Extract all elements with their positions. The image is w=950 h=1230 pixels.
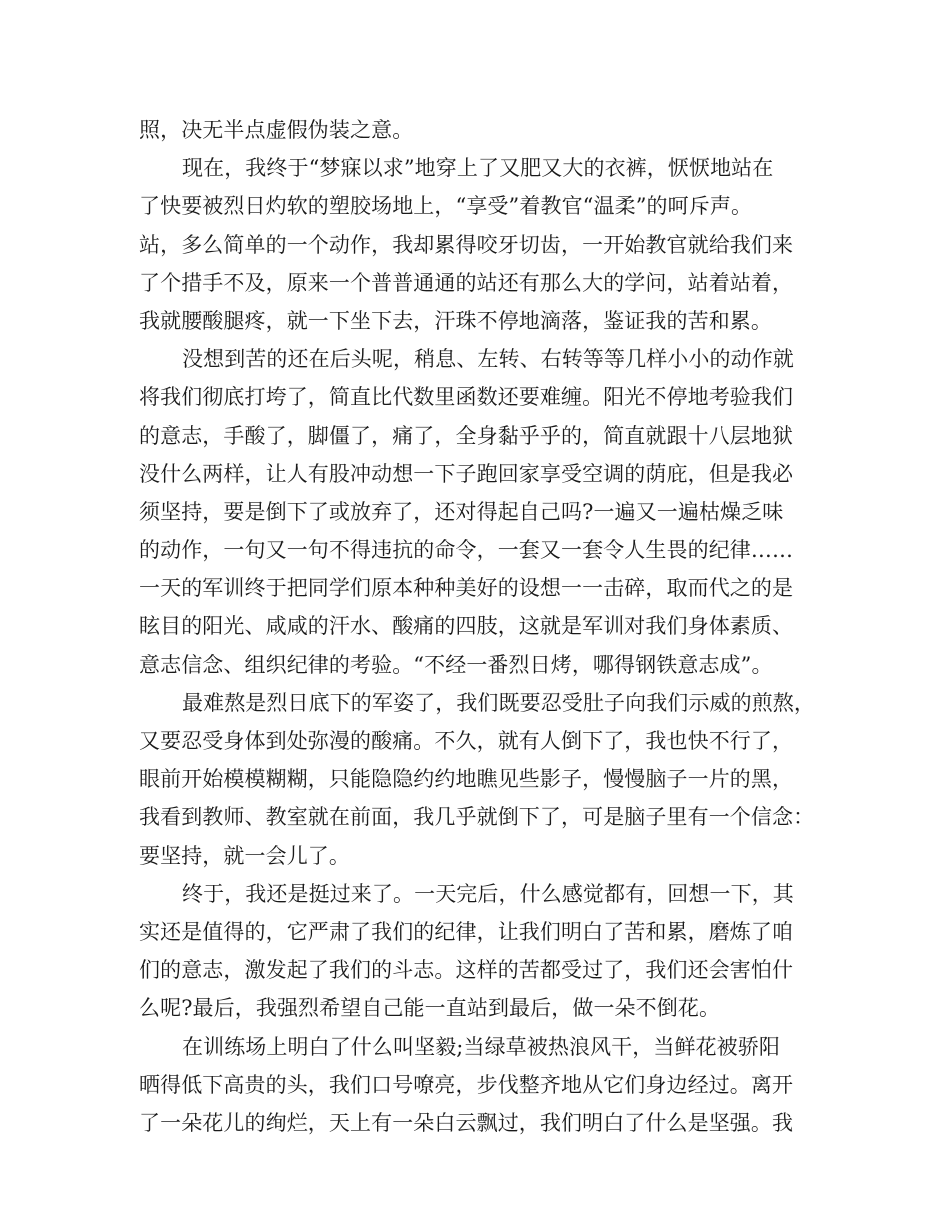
paragraph-first-line: 在训练场上明白了什么叫坚毅;当绿草被热浪风干，当鲜花被骄阳: [182, 1034, 780, 1059]
text-line: 眩目的阳光、咸咸的汗水、酸痛的四肢，这就是军训对我们身体素质、: [139, 614, 794, 639]
text-line: 没什么两样，让人有股冲动想一下子跑回家享受空调的荫庇，但是我必: [139, 461, 794, 486]
text-line: 们的意志，激发起了我们的斗志。这样的苦都受过了，我们还会害怕什: [139, 958, 794, 983]
text-line: 了个措手不及，原来一个普普通通的站还有那么大的学问，站着站着，: [139, 270, 794, 295]
text-line: 须坚持，要是倒下了或放弃了，还对得起自己吗?一遍又一遍枯燥乏味: [139, 499, 784, 524]
paragraph-first-line: 最难熬是烈日底下的军姿了，我们既要忍受肚子向我们示威的煎熬，: [182, 690, 815, 715]
paragraph-first-line: 终于，我还是挺过来了。一天完后，什么感觉都有，回想一下，其: [182, 881, 794, 906]
text-line: 眼前开始模模糊糊，只能隐隐约约地瞧见些影子，慢慢脑子一片的黑，: [139, 767, 794, 792]
text-line: 将我们彻底打垮了，简直比代数里函数还要难缠。阳光不停地考验我们: [139, 385, 794, 410]
text-line: 了一朵花儿的绚烂，天上有一朵白云飘过，我们明白了什么是坚强。我: [139, 1110, 794, 1135]
text-line: 意志信念、组织纪律的考验。“不经一番烈日烤，哪得钢铁意志成”。: [139, 652, 773, 677]
paragraph-first-line: 没想到苦的还在后头呢，稍息、左转、右转等等几样小小的动作就: [182, 347, 794, 372]
body-text: [139, 111, 819, 1142]
text-line: 我就腰酸腿疼，就一下坐下去，汗珠不停地滴落，鉴证我的苦和累。: [139, 308, 772, 333]
text-line: 的动作，一句又一句不得违抗的命令，一套又一套令人生畏的纪律……: [139, 538, 794, 563]
text-line: 了快要被烈日灼软的塑胶场地上，“享受”着教官“温柔”的呵斥声。: [139, 194, 753, 219]
text-line: 么呢?最后，我强烈希望自己能一直站到最后，做一朵不倒花。: [139, 996, 721, 1021]
text-line: 站，多么简单的一个动作，我却累得咬牙切齿，一开始教官就给我们来: [139, 232, 794, 257]
paragraph-first-line: 现在，我终于“梦寐以求”地穿上了又肥又大的衣裤，恹恹地站在: [182, 156, 774, 181]
text-line: 的意志，手酸了，脚僵了，痛了，全身黏乎乎的，简直就跟十八层地狱: [139, 423, 794, 448]
text-line: 照，决无半点虚假伪装之意。: [139, 118, 414, 142]
text-line: 实还是值得的，它严肃了我们的纪律，让我们明白了苦和累，磨炼了咱: [139, 919, 794, 944]
text-line: 晒得低下高贵的头，我们口号嘹亮，步伐整齐地从它们身边经过。离开: [139, 1072, 794, 1097]
text-line: 又要忍受身体到处弥漫的酸痛。不久，就有人倒下了，我也快不行了，: [139, 729, 794, 753]
text-line: 一天的军训终于把同学们原本种种美好的设想一一击碎，取而代之的是: [139, 576, 794, 601]
text-line: 要坚持，就一会儿了。: [139, 843, 350, 868]
text-line: 我看到教师、教室就在前面，我几乎就倒下了，可是脑子里有一个信念：: [139, 805, 815, 830]
